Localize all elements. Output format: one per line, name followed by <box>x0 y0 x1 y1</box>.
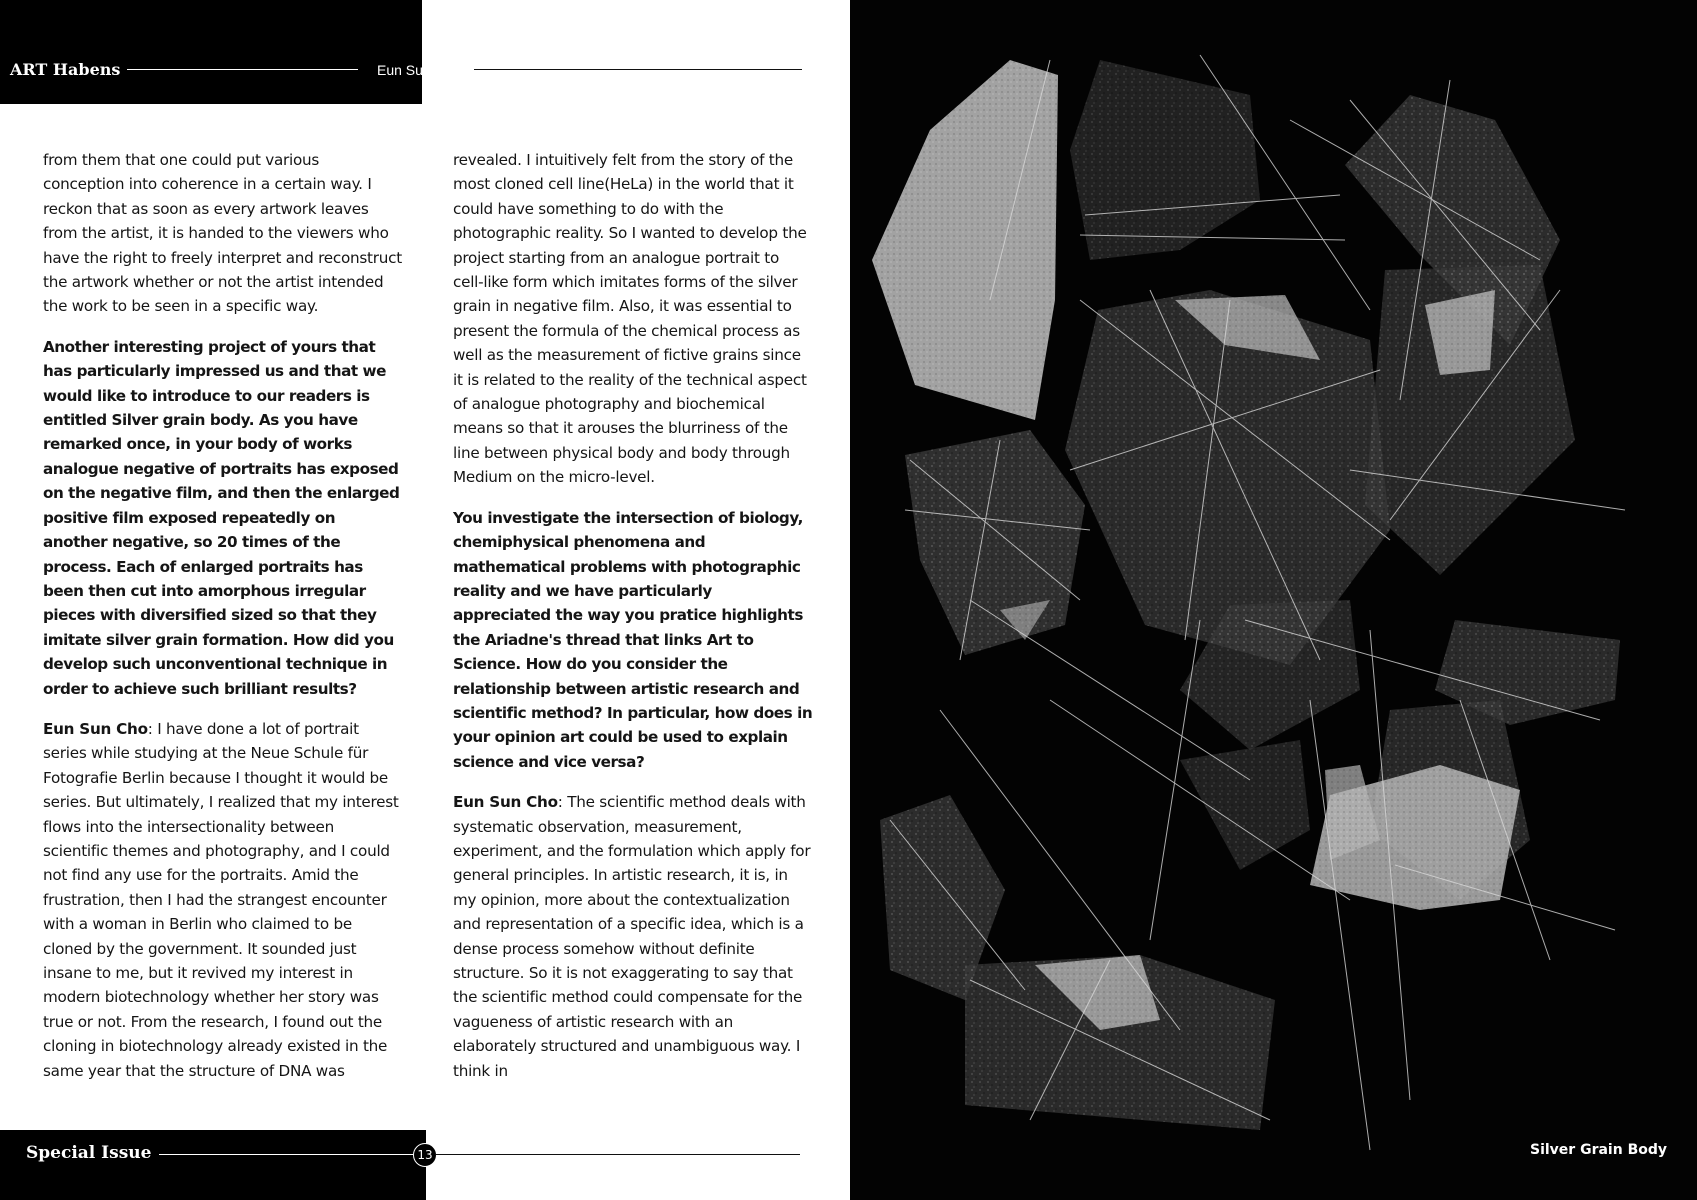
artwork-page <box>850 0 1697 1200</box>
interview-question: Another interesting project of yours that has particularly impressed us and that we would like to introduce to our readers is entitled Silver grain body. As you have remarked once, in your body of works analogue negative of portraits has exposed on the negative film, and then the enlarged positive film exposed repeatedly on another negative, so 20 times of the process. Each of enlarged portraits has been then cut into amorphous irregular pieces with diversified sized so that they imitate silver grain formation. How did you develop such unconventional technique in order to achieve such brilliant results? <box>43 337 400 698</box>
footer-block <box>0 1130 426 1200</box>
artwork-caption: Silver Grain Body <box>1530 1142 1667 1158</box>
page-number: 13 <box>413 1143 437 1167</box>
speaker-name: Eun Sun Cho <box>453 793 558 812</box>
speaker-name: Eun Sun Cho <box>43 719 148 738</box>
answer-text: : The scientific method deals with systematic observation, measurement, experiment, and the formulation which apply for general principles. In artistic research, it is, in my opinion, more about the contextualization and representation of a specific idea, which is a dense process somehow without definite structure. So it is not exaggerating to say that the scientific method could compensate for the vagueness of artistic research with an elaborately structured and unambiguous way. I think in <box>453 793 811 1080</box>
paragraph: revealed. I intuitively felt from the story of the most cloned cell line(HeLa) in the world that it could have something to do with the photographic reality. So I wanted to develop the project starting from an analogue portrait to cell-like form which imitates forms of the silver grain in negative film. Also, it was essential to present the formula of the chemical process as well as the measurement of fictive grains since it is related to the reality of the technical aspect of analogue photography and biochemical means so that it arouses the blurriness of the line between physical body and body through Medium on the micro-level. <box>453 151 807 487</box>
interview-answer <box>43 717 403 1083</box>
footer-section-title: Special Issue <box>26 1143 152 1163</box>
text-column-right <box>453 148 813 1099</box>
footer-rule-right <box>436 1154 800 1155</box>
header-author: Eun Sun Cho <box>377 62 461 78</box>
header-rule-right <box>474 69 802 70</box>
text-column-left <box>43 148 403 1099</box>
interview-answer <box>453 790 813 1083</box>
interview-question: You investigate the intersection of biology, chemiphysical phenomena and mathematical problems with photographic reality and we have particularly appreciated the way you pratice highlights the Ariadne's thread that links Art to Science. How do you consider the relationship between artistic research and scientific method? In particular, how does in your opinion art could be used to explain science and vice versa? <box>453 508 813 771</box>
paragraph: from them that one could put various conception into coherence in a certain way. I reckon that as soon as every artwork leaves from the artist, it is handed to the viewers who have the right to freely interpret and reconstruct the artwork whether or not the artist intended the work to be seen in a specific way. <box>43 151 402 316</box>
footer-rule <box>159 1154 413 1155</box>
answer-text: : I have done a lot of portrait series while studying at the Neue Schule für Fotografie Berlin because I thought it would be series. But ultimately, I realized that my interest flows into the intersectionality between scientific themes and photography, and I could not find any use for the portraits. Amid the frustration, then I had the strangest encounter with a woman in Berlin who claimed to be cloned by the government. It sounded just insane to me, but it revived my interest in modern biotechnology whether her story was true or not. From the research, I found out the cloning in biotechnology already existed in the same year that the structure of DNA was <box>43 719 399 1080</box>
magazine-title: ART Habens <box>10 60 121 79</box>
header-rule <box>127 69 358 70</box>
header-block <box>0 0 422 104</box>
artwork-image <box>850 0 1697 1200</box>
